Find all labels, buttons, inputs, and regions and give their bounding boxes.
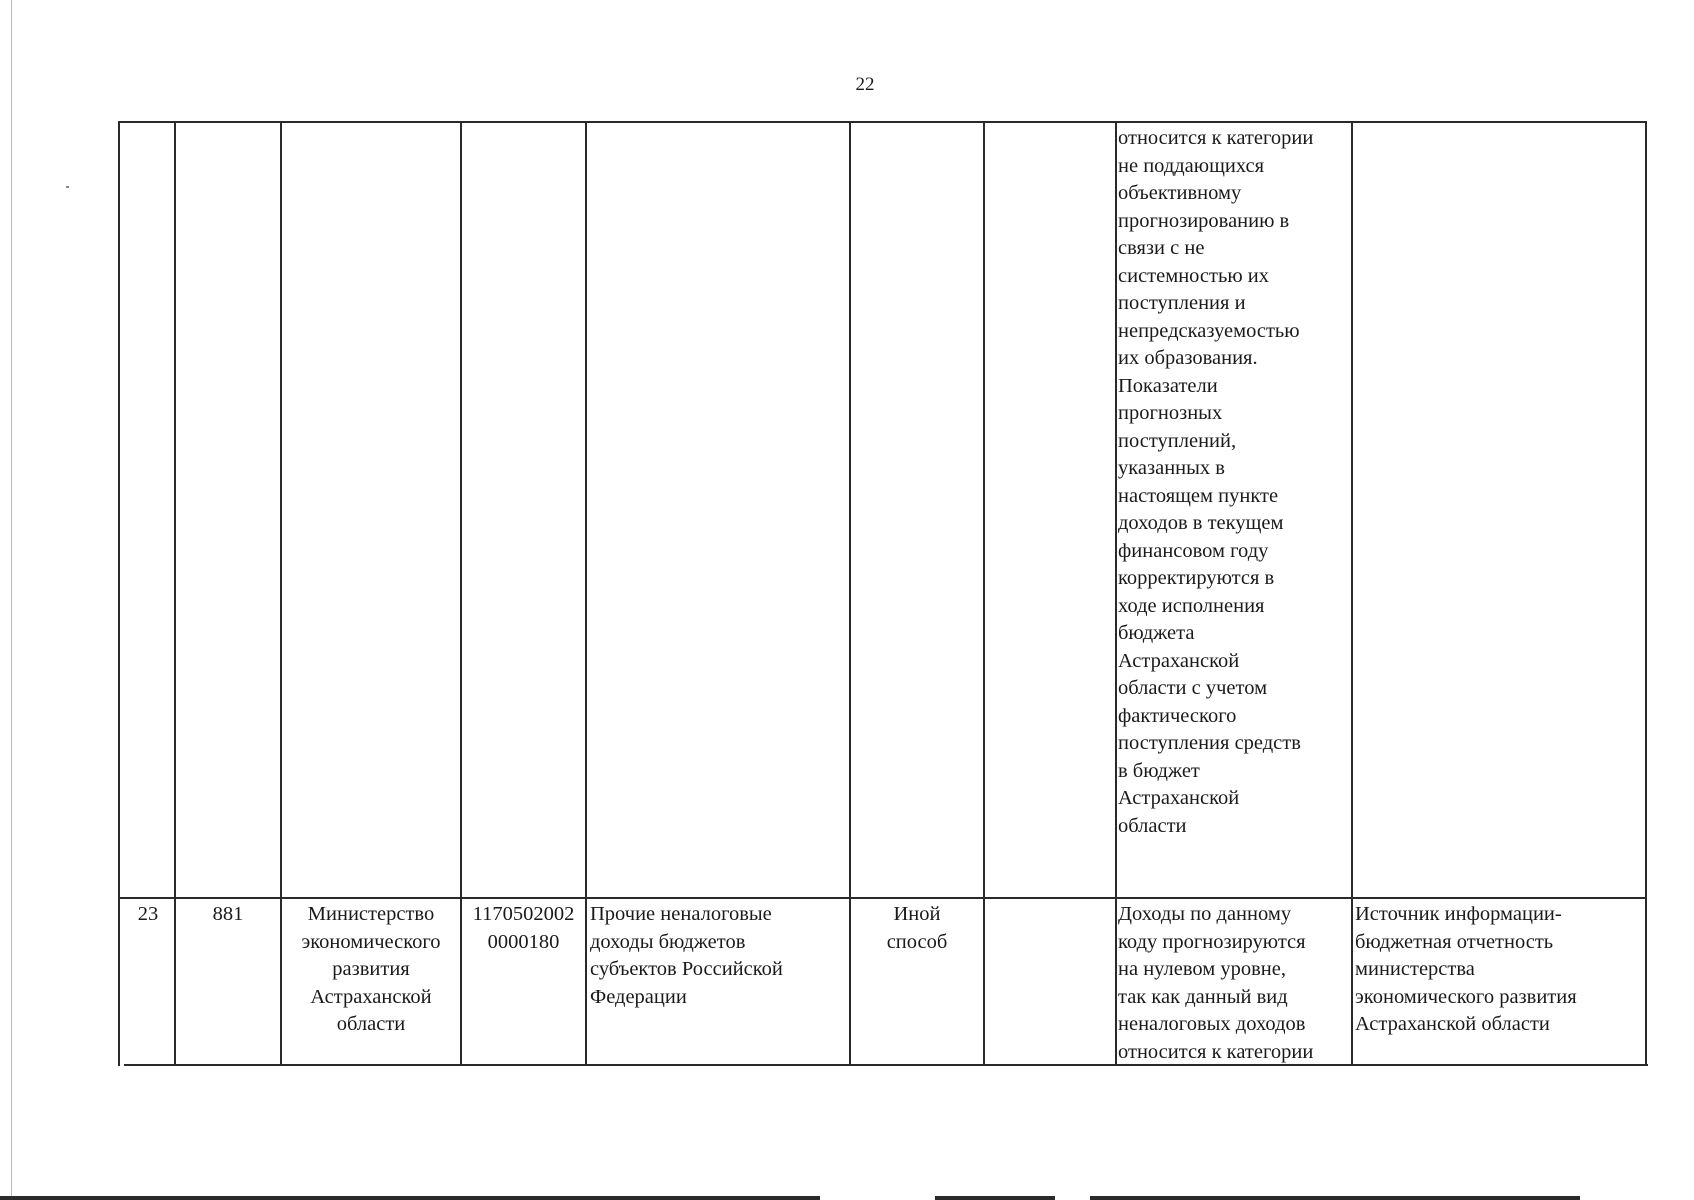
table-bottom-border bbox=[124, 1064, 1648, 1066]
administrator-cell: Министерство экономического развития Астраханской области bbox=[301, 903, 441, 1035]
row-number-cell: 23 bbox=[137, 903, 159, 925]
col-border bbox=[1115, 121, 1117, 1066]
col-border bbox=[1645, 121, 1647, 1066]
scan-speck bbox=[66, 186, 69, 188]
revenue-name-cell: Прочие неналоговые доходы бюджетов субъектов Российской Федерации bbox=[590, 903, 783, 1008]
scan-bottom-edge bbox=[1090, 1196, 1580, 1200]
admin-code-cell: 881 bbox=[212, 903, 244, 925]
row-divider bbox=[118, 897, 1646, 899]
justification-continued-cell: относится к категории не поддающихся объективному прогнозированию в связи с не системностью их поступления и непредсказуемостью их образования. Показатели прогнозных поступлений, указанных в настоящем пункте доходов в текущем финансовом году корректируются в ходе исполнения бюджета Астраханской области с учетом фактического поступления средств в бюджет Астраханской области bbox=[1118, 127, 1314, 837]
scan-bottom-edge bbox=[0, 1196, 820, 1200]
col-border bbox=[983, 121, 985, 1066]
page-number: 22 bbox=[855, 74, 875, 95]
kbk-code-cell: 1170502002 0000180 bbox=[472, 903, 575, 953]
forecast-method-cell: Иной способ bbox=[886, 903, 948, 953]
scan-left-edge bbox=[11, 0, 12, 1200]
data-source-cell: Источник информации- бюджетная отчетность министерства экономического развития Астраханской области bbox=[1355, 903, 1577, 1035]
justification-cell: Доходы по данному коду прогнозируются на нулевом уровне, так как данный вид неналоговых доходов относится к категории bbox=[1118, 903, 1314, 1063]
scan-bottom-edge bbox=[935, 1196, 1055, 1200]
table-top-border bbox=[118, 121, 1646, 123]
col-border bbox=[118, 121, 120, 1066]
